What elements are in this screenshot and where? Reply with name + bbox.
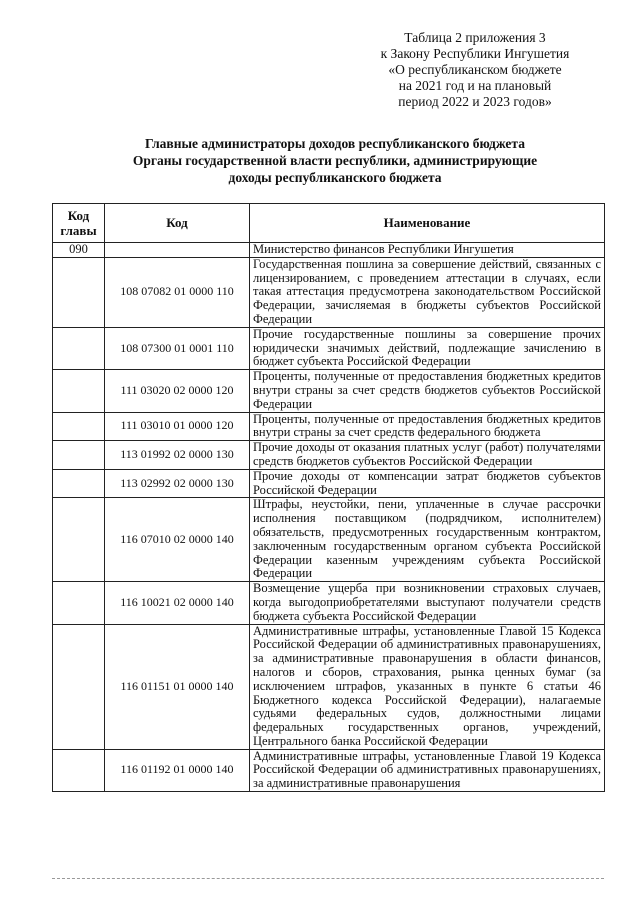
page-bottom-divider: [52, 878, 604, 879]
column-header-chapter-code: Код главы: [53, 204, 105, 243]
table-row: [53, 582, 605, 624]
name-cell: Прочие доходы от компенсации затрат бюджетов субъектов Российской Федерации: [250, 469, 605, 498]
name-cell: Административные штрафы, установленные Главой 15 Кодекса Российской Федерации об административных правонарушениях, за административные правонарушения в области финансов, налогов и сборов, страхования, рынка ценных бумаг (за исключением штрафов, указанных в пункте 6 статьи 46 Бюджетного кодекса Российской Федерации), налагаемые судьями федеральных судов, должностными лицами федеральных государственных органов, учреждений, Центрального банка Российской Федерации: [250, 624, 605, 749]
table-row: [53, 257, 605, 327]
table-row: [53, 498, 605, 582]
code-cell: 116 01192 01 0000 140: [105, 749, 250, 791]
table-row: [53, 243, 605, 258]
document-title: [40, 135, 630, 186]
chapter-code-cell: [53, 582, 105, 624]
title-line: доходы республиканского бюджета: [228, 170, 442, 185]
chapter-code-cell: [53, 257, 105, 327]
code-cell: 116 07010 02 0000 140: [105, 498, 250, 582]
table-row: [53, 441, 605, 470]
code-cell: 108 07082 01 0000 110: [105, 257, 250, 327]
name-cell: Государственная пошлина за совершение действий, связанных с лицензированием, с проведением аттестации в случаях, если такая аттестация предусмотрена законодательством Российской Федерации, зачисляемая в бюджеты субъектов Российской Федерации: [250, 257, 605, 327]
title-line: Органы государственной власти республики, администрирующие: [132, 153, 538, 168]
code-cell: 113 01992 02 0000 130: [105, 441, 250, 470]
name-cell: Административные штрафы, установленные Главой 19 Кодекса Российской Федерации об административных правонарушениях, за административные правонарушения: [250, 749, 605, 791]
name-cell: Прочие государственные пошлины за совершение прочих юридически значимых действий, подлежащие зачислению в бюджет субъекта Российской Федерации: [250, 327, 605, 369]
table-row: [53, 412, 605, 441]
code-cell: 108 07300 01 0001 110: [105, 327, 250, 369]
table-header-row: [53, 204, 605, 243]
code-cell: 111 03010 01 0000 120: [105, 412, 250, 441]
chapter-code-cell: [53, 469, 105, 498]
code-cell: 111 03020 02 0000 120: [105, 370, 250, 412]
table-row: [53, 370, 605, 412]
name-cell: Возмещение ущерба при возникновении страховых случаев, когда выгодоприобретателями выступают получатели средств бюджета субъекта Российской Федерации: [250, 582, 605, 624]
code-cell: 113 02992 02 0000 130: [105, 469, 250, 498]
chapter-code-cell: [53, 370, 105, 412]
chapter-code-cell: [53, 749, 105, 791]
chapter-code-cell: [53, 624, 105, 749]
name-cell: Прочие доходы от оказания платных услуг (работ) получателями средств бюджетов субъектов Российской Федерации: [250, 441, 605, 470]
title-line: Главные администраторы доходов республиканского бюджета: [145, 136, 525, 151]
header-line: «О республиканском бюджете: [388, 62, 562, 77]
code-cell: [105, 243, 250, 258]
document-header: [340, 30, 610, 110]
chapter-code-cell: [53, 441, 105, 470]
column-header-code: Код: [105, 204, 250, 243]
code-cell: 116 01151 01 0000 140: [105, 624, 250, 749]
name-cell: Штрафы, неустойки, пени, уплаченные в случае рассрочки исполнения поставщиком (подрядчиком, исполнителем) обязательств, предусмотренных государственным контрактом, заключенным государственным органом субъекта Российской Федерации казенным учреждениям субъекта Российской Федерации: [250, 498, 605, 582]
name-cell: Проценты, полученные от предоставления бюджетных кредитов внутри страны за счет средств бюджетов субъектов Российской Федерации: [250, 370, 605, 412]
header-line: к Закону Республики Ингушетия: [380, 46, 570, 61]
table-row: [53, 624, 605, 749]
revenue-administrators-table: [52, 203, 605, 792]
table-row: [53, 327, 605, 369]
chapter-code-cell: 090: [53, 243, 105, 258]
code-cell: 116 10021 02 0000 140: [105, 582, 250, 624]
table-row: [53, 749, 605, 791]
name-cell: Проценты, полученные от предоставления бюджетных кредитов внутри страны за счет средств федерального бюджета: [250, 412, 605, 441]
table-row: [53, 469, 605, 498]
chapter-code-cell: [53, 412, 105, 441]
header-line: на 2021 год и на плановый: [398, 78, 552, 93]
chapter-code-cell: [53, 498, 105, 582]
column-header-name: Наименование: [250, 204, 605, 243]
chapter-code-cell: [53, 327, 105, 369]
header-line: Таблица 2 приложения 3: [404, 30, 546, 45]
header-line: период 2022 и 2023 годов»: [398, 94, 552, 109]
name-cell: Министерство финансов Республики Ингушетия: [250, 243, 605, 258]
